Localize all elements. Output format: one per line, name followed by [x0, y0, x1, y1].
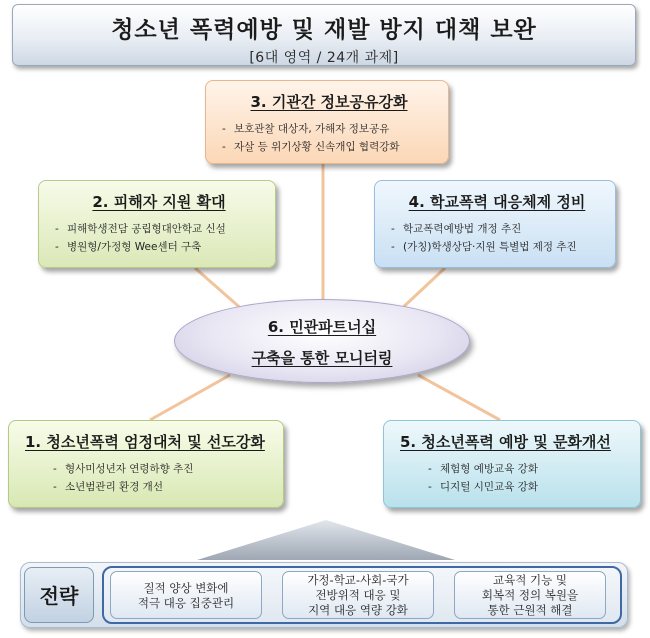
area-3-item: - 보호관찰 대상자, 가해자 정보공유 — [222, 123, 390, 135]
strategy-label: 전략 — [24, 567, 94, 623]
area-1-box — [8, 420, 284, 508]
area-6-title-line2: 구축을 통한 모니터링 — [251, 349, 393, 367]
area-6-title-line1: 6. 민관파트너십 — [267, 318, 377, 336]
area-3-title: 3. 기관간 정보공유강화 — [250, 93, 408, 111]
area-2-box — [38, 180, 276, 268]
area-4-item: - 학교폭력예방법 개정 추진 — [391, 223, 522, 235]
connector-center-to-area5 — [418, 375, 500, 420]
area-5-title: 5. 청소년폭력 예방 및 문화개선 — [400, 433, 611, 451]
area-1-title: 1. 청소년폭력 엄정대처 및 선도강화 — [25, 433, 265, 451]
area-4-box — [374, 180, 616, 268]
area-2-item: - 병원형/가정형 Wee센터 구축 — [55, 241, 202, 253]
strategy-item: 질적 양상 변화에 적극 대응 집중관리 — [110, 571, 262, 619]
area-5-box — [383, 420, 641, 508]
area-1-item: - 소년범관리 환경 개선 — [53, 481, 163, 493]
area-6-ellipse — [174, 299, 470, 383]
up-arrow-icon — [195, 518, 457, 562]
area-1-item: - 형사미성년자 연령하향 추진 — [53, 463, 194, 475]
area-3-item: - 자살 등 위기상황 신속개입 협력강화 — [222, 141, 400, 153]
area-4-item: - (가칭)학생상담·지원 특별법 제정 추진 — [391, 241, 577, 253]
area-3-box — [205, 80, 449, 164]
diagram-title: 청소년 폭력예방 및 재발 방지 대책 보완 — [111, 17, 537, 43]
diagram-subtitle: [6대 영역 / 24개 과제] — [249, 50, 399, 66]
strategy-item: 가정-학교-사회-국가 전방위적 대응 및 지역 대응 역량 강화 — [282, 571, 434, 619]
area-2-item: - 피해학생전담 공립형대안학교 신설 — [55, 223, 226, 235]
area-5-item: - 체험형 예방교육 강화 — [428, 463, 538, 475]
area-5-item: - 디지털 시민교육 강화 — [428, 481, 538, 493]
area-2-title: 2. 피해자 지원 확대 — [92, 193, 226, 211]
strategy-item: 교육적 기능 및 회복적 정의 복원을 통한 근원적 해결 — [454, 571, 606, 619]
connector-center-to-area1 — [150, 375, 230, 420]
area-4-title: 4. 학교폭력 대응체제 정비 — [408, 193, 586, 211]
